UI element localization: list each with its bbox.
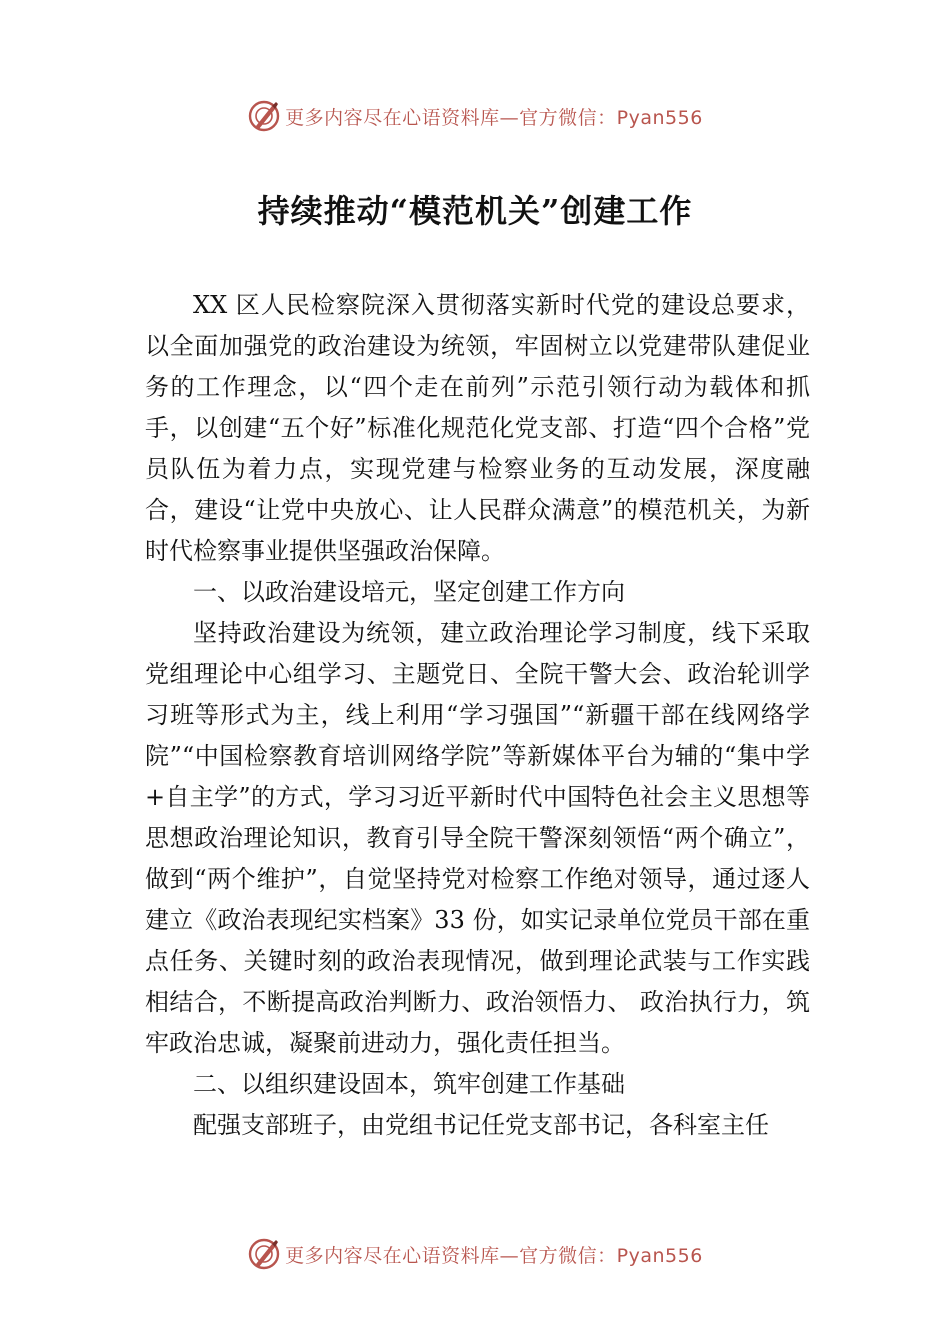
red-seal-pen-icon	[247, 1237, 281, 1271]
banner-label: 更多内容尽在心语资料库—官方微信：	[285, 1244, 617, 1267]
red-seal-pen-icon	[247, 99, 281, 133]
header-banner	[0, 96, 950, 136]
section-heading-2: 二、以组织建设固本，筑牢创建工作基础	[193, 1070, 625, 1098]
paragraph-section-1: 坚持政治建设为统领，建立政治理论学习制度，线下采取党组理论中心组学习、主题党日、全院干警大会、政治轮训学习班等形式为主，线上利用“学习强国”“新疆干部在线网络学院”“中国检察教育培训网络学院”等新媒体平台为辅的“集中学+自主学”的方式，学习习近平新时代中国特色社会主义思想等思想政治理论知识，教育引导全院干警深刻领悟“两个确立”，做到“两个维护”，自觉坚持党对检察工作绝对领导，通过逐人建立《政治表现纪实档案》33 份，如实记录单位党员干部在重点任务、关键时刻的政治表现情况，做到理论武装与工作实践相结合，不断提高政治判断力、政治领悟力、 政治执行力，筑牢政治忠诚，凝聚前进动力，强化责任担当。	[145, 619, 810, 1057]
document-body	[145, 285, 810, 1146]
banner-text	[285, 103, 703, 130]
banner-wechat-id: Pyan556	[616, 106, 703, 129]
document-title: 持续推动“模范机关”创建工作	[257, 192, 693, 230]
banner-label: 更多内容尽在心语资料库—官方微信：	[285, 106, 617, 129]
paragraph-section-2: 配强支部班子，由党组书记任党支部书记，各科室主任	[193, 1111, 769, 1139]
paragraph-intro: XX 区人民检察院深入贯彻落实新时代党的建设总要求，以全面加强党的政治建设为统领，牢固树立以党建带队建促业务的工作理念，以“四个走在前列”示范引领行动为载体和抓手，以创建“五个好”标准化规范化党支部、打造“四个合格”党员队伍为着力点，实现党建与检察业务的互动发展，深度融合，建设“让党中央放心、让人民群众满意”的模范机关，为新时代检察事业提供坚强政治保障。	[145, 291, 810, 565]
footer-banner	[0, 1234, 950, 1274]
banner-wechat-id: Pyan556	[616, 1244, 703, 1267]
section-heading-1: 一、以政治建设培元，坚定创建工作方向	[193, 578, 625, 606]
banner-text	[285, 1241, 703, 1268]
